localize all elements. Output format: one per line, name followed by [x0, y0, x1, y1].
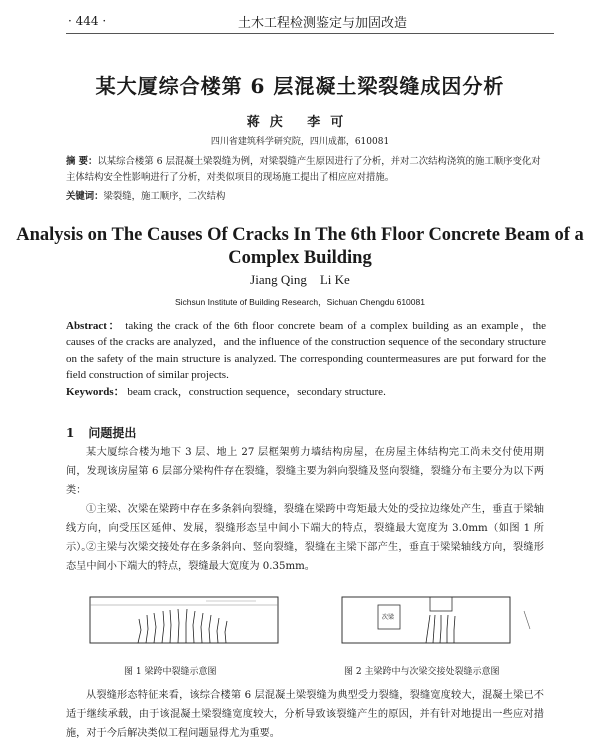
beam-outline: [90, 597, 278, 643]
crack-line: [454, 616, 455, 643]
side-mark: [524, 611, 530, 629]
figure-1-caption: 图 1 梁跨中裂缝示意图: [124, 667, 217, 677]
secondary-beam-section: [430, 597, 452, 611]
crack-line: [146, 615, 148, 643]
chinese-affiliation: 四川省建筑科学研究院，四川成都，610081: [210, 137, 390, 147]
crack-lines: [138, 609, 227, 643]
english-authors: Jiang Qing Li Ke: [250, 272, 350, 287]
english-title: Analysis on The Causes Of Cracks In The 6th Floor Concrete Beam of a Complex Building: [16, 225, 584, 268]
chinese-abstract-text: 以某综合楼第 6 层混凝土梁裂缝为例，对梁裂缝产生原因进行了分析，并对二次结构浇筑的施工顺序变化对主体结构安全性影响进行了分析，对类似项目的现场施工提出了相应应对措施。: [66, 156, 541, 183]
crack-line: [447, 615, 448, 643]
chinese-title: 某大厦综合楼第 6 层混凝土梁裂缝成因分析: [95, 74, 505, 98]
crack-line: [193, 611, 195, 643]
crack-line: [433, 615, 435, 643]
crack-line: [201, 613, 203, 643]
figure-1-drawing: [86, 585, 282, 655]
english-affiliation: Sichsun Institute of Building Research，Sichuan Chengdu 610081: [175, 297, 425, 307]
crack-line: [209, 615, 211, 643]
chinese-abstract-label: 摘 要：: [66, 156, 98, 167]
crack-line: [170, 610, 171, 643]
figure-2-drawing: [338, 585, 542, 655]
english-abstract-text: taking the crack of the 6th floor concrete beam of a complex building as an example，the causes of the cracks are analyzed，and the influence of the construction sequence of the secondary structure on the safety of the main structure is analyzed. The corresponding countermeasures are put forward for the field construction of similar projects.: [66, 320, 547, 381]
crack-line: [162, 611, 164, 643]
english-keywords-text: beam crack，construction sequence，secondary structure.: [127, 386, 386, 398]
crack-line: [178, 609, 179, 643]
section-1-heading: [66, 424, 150, 441]
journal-name: 土木工程检测鉴定与加固改造: [238, 16, 408, 31]
junction-cracks: [426, 615, 455, 643]
paragraph-3: ②主梁与次梁交接处存在多条斜向、竖向裂缝，裂缝在主梁下部产生，垂直于梁梁轴线方向，裂缝形态呈中间小下端大的特点，裂缝最大宽度为 0.35mm。: [66, 542, 544, 572]
english-abstract: [66, 318, 546, 383]
figure-2-caption: 图 2 主梁跨中与次梁交接处裂缝示意图: [344, 667, 500, 677]
crack-line: [138, 619, 141, 643]
chinese-abstract: [66, 154, 544, 186]
header-rule: [66, 33, 554, 34]
chinese-keywords-text: 梁裂缝，施工顺序，二次结构: [103, 191, 226, 202]
chinese-keywords-label: 关键词：: [66, 191, 104, 202]
section-number: 1: [66, 426, 75, 440]
crack-line: [217, 618, 219, 643]
chinese-authors: 蒋庆 李可: [246, 115, 354, 130]
crack-line: [186, 609, 187, 643]
figure-2-label: 次梁: [382, 614, 395, 621]
main-beam-outline: [342, 597, 510, 643]
english-keywords-label: Keywords：: [66, 386, 125, 398]
paragraph-4: 从裂缝形态特征来看，该综合楼第 6 层混凝土梁裂缝为典型受力裂缝，裂缝宽度较大，混凝土梁已不适于继续承载，由于该混凝土梁裂缝宽度较大，分析导致该裂缝产生的原因，并有针对地提出一些应对措施，对于今后解决类似工程问题显得尤为重要。: [66, 690, 544, 739]
figure-1: [86, 585, 282, 655]
english-keywords: [66, 383, 546, 399]
section-title: 问题提出: [88, 426, 137, 440]
crack-line: [225, 621, 227, 643]
figure-2: [338, 585, 542, 655]
crack-line: [440, 615, 441, 643]
paragraph-2: ①主梁、次梁在梁跨中存在多条斜向裂缝，裂缝在梁跨中弯矩最大处的受拉边缘处产生，垂直于梁轴线方向，向受压区延伸、发展，裂缝形态呈中间小下端大的特点，裂缝最大宽度为 3.0mm（如图 1 所示）。: [66, 504, 544, 553]
crack-line: [154, 613, 156, 643]
running-head: [0, 0, 600, 36]
paragraph-1: 某大厦综合楼为地下 3 层、地上 27 层框架剪力墙结构房屋，在房屋主体结构完工尚未交付使用期间，发现该房屋第 6 层部分梁构件存在裂缝，裂缝主要为斜向裂缝及竖向裂缝，裂缝分布主要分为以下两类：: [66, 447, 544, 496]
crack-line: [426, 615, 430, 643]
page-number: · 444 ·: [68, 14, 107, 28]
chinese-keywords: [66, 188, 544, 202]
english-abstract-label: Abstract：: [66, 320, 121, 332]
